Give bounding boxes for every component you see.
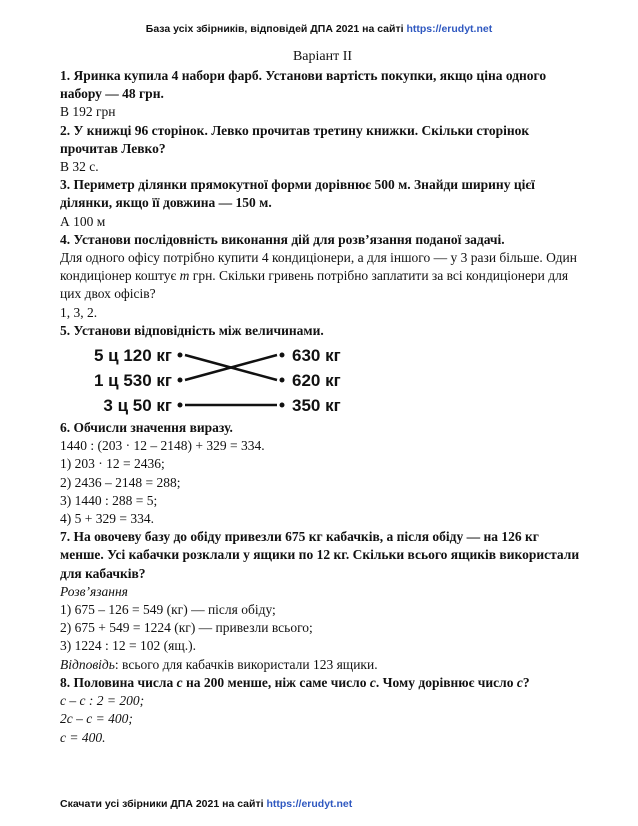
page-header <box>0 23 638 35</box>
variant-title: Варіант II <box>292 49 353 64</box>
q5-matching-figure <box>60 342 585 418</box>
header-link[interactable]: https://erudyt.net <box>406 23 493 35</box>
match-left-item: 3 ц 50 кг <box>103 396 172 416</box>
q6-line: 1) 203 · 12 = 2436; <box>60 456 165 472</box>
q6-line: 2) 2436 – 2148 = 288; <box>60 474 181 490</box>
header-text: База усіх збірників, відповідей ДПА 2021 на сайті <box>145 23 407 35</box>
q6-line: 3) 1440 : 288 = 5; <box>60 492 158 508</box>
footer-link[interactable]: https://erudyt.net <box>266 798 353 810</box>
q4-variable-m: m <box>179 268 190 284</box>
q4-text-b: грн. Скільки гривень потрібно заплатити за всі кондиціонери для цих двох офісів? <box>60 268 569 302</box>
q2-question: 2. У книжці 96 сторінок. Левко прочитав третину книжки. Скільки сторінок прочитав Левко? <box>60 122 530 156</box>
q7-line: 2) 675 + 549 = 1224 (кг) — привезли всього; <box>60 620 313 636</box>
q4-problem-text <box>60 249 585 304</box>
q8-text-c: . Чому дорівнює число <box>375 674 517 690</box>
q3-question: 3. Периметр ділянки прямокутної форми дорівнює 500 м. Знайди ширину цієї ділянки, якщо її довжина — 150 м. <box>60 177 535 211</box>
match-right-item: 620 кг <box>292 371 341 391</box>
q8-text-d: ? <box>522 674 530 690</box>
match-right-dot <box>280 353 285 358</box>
footer-text: Скачати усі збірники ДПА 2021 на сайті <box>60 798 267 810</box>
q3-answer: А 100 м <box>60 213 106 229</box>
q6-line: 4) 5 + 329 = 334. <box>60 511 154 527</box>
q2-answer: В 32 с. <box>60 159 99 175</box>
q7-answer <box>60 656 585 674</box>
match-left-item: 5 ц 120 кг <box>93 346 172 366</box>
match-left-dot <box>178 403 183 408</box>
q4-answer: 1, 3, 2. <box>60 304 98 320</box>
q7-answer-text: : всього для кабачків використали 123 ящики. <box>114 656 378 672</box>
match-right-item: 630 кг <box>292 346 341 366</box>
q1-question: 1. Яринка купила 4 набори фарб. Установи вартість покупки, якщо ціна одного набору — 48 грн. <box>60 68 547 102</box>
q1-answer: В 192 грн <box>60 104 116 120</box>
page-footer <box>60 798 352 810</box>
q7-line: 1) 675 – 126 = 549 (кг) — після обіду; <box>60 602 276 618</box>
q4-question: 4. Установи послідовність виконання дій для розв’язання поданої задачі. <box>60 231 505 247</box>
match-right-dot <box>280 378 285 383</box>
q8-var: c <box>369 674 376 690</box>
match-left-dot <box>178 378 183 383</box>
q8-line: 2c – c = 400; <box>60 711 133 727</box>
q8-text-a: 8. Половина числа <box>60 674 177 690</box>
q8-var: c <box>176 674 183 690</box>
matching-diagram <box>60 342 350 418</box>
q8-var: c <box>516 674 523 690</box>
match-right-item: 350 кг <box>292 396 341 416</box>
q8-line: c – c : 2 = 200; <box>60 693 145 709</box>
q8-line: c = 400. <box>60 729 106 745</box>
q7-answer-label: Відповідь <box>60 656 115 672</box>
match-left-dot <box>178 353 183 358</box>
q7-line: 3) 1224 : 12 = 102 (ящ.). <box>60 638 196 654</box>
q8-question <box>60 674 585 692</box>
document-body <box>60 47 585 747</box>
q5-question: 5. Установи відповідність між величинами. <box>60 322 324 338</box>
q6-question: 6. Обчисли значення виразу. <box>60 420 233 436</box>
match-right-dot <box>280 403 285 408</box>
q7-solution-label: Розв’язання <box>60 583 128 599</box>
q7-question: 7. На овочеву базу до обіду привезли 675 кг кабачків, а після обіду — на 126 кг менше. Усі кабачки розклали у ящики по 12 кг. Скільки всього ящиків використали для кабачків? <box>60 529 580 581</box>
q6-line: 1440 : (203 · 12 – 2148) + 329 = 334. <box>60 438 265 454</box>
q4-text-a: Для одного офісу потрібно купити 4 кондиціонери, а для іншого — у 3 рази більше. Один кондиціонер коштує <box>60 250 577 284</box>
q8-text-b: на 200 менше, ніж саме число <box>182 674 370 690</box>
match-left-item: 1 ц 530 кг <box>93 371 172 391</box>
